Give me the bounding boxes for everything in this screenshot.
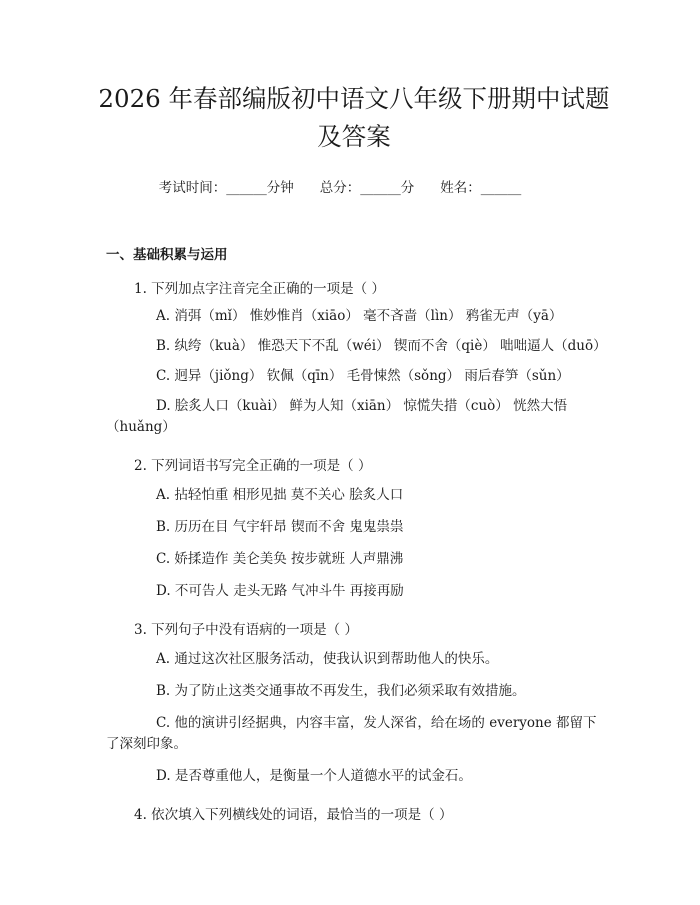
page-title: 2026 年春部编版初中语文八年级下册期中试题及答案 xyxy=(98,84,610,151)
question-1-stem: 1. 下列加点字注音完全正确的一项是（ ） xyxy=(134,281,385,297)
exam-meta xyxy=(78,176,602,196)
question-3-option-d: D. 是否尊重他人，是衡量一个人道德水平的试金石。 xyxy=(156,768,472,784)
total-score-label: 总分：______分 xyxy=(319,180,415,196)
question-1-option-c: C. 迥异（jiǒng） 钦佩（qīn） 毛骨悚然（sǒng） 雨后春笋（sǔn） xyxy=(156,368,570,384)
question-2-option-b: B. 历历在目 气宇轩昂 锲而不舍 鬼鬼祟祟 xyxy=(156,519,404,535)
question-3-stem: 3. 下列句子中没有语病的一项是（ ） xyxy=(134,622,358,638)
question-1-option-a: A. 消弭（mǐ） 惟妙惟肖（xiāo） 毫不吝啬（lìn） 鸦雀无声（yā） xyxy=(156,308,563,324)
question-1-option-b: B. 纨绔（kuà） 惟恐天下不乱（wéi） 锲而不舍（qiè） 咄咄逼人（duō） xyxy=(156,338,607,354)
question-2-stem: 2. 下列词语书写完全正确的一项是（ ） xyxy=(134,458,372,474)
question-3-option-c: C. 他的演讲引经据典，内容丰富，发人深省，给在场的 everyone 都留下了深刻印象。 xyxy=(106,715,597,752)
section-heading: 一、基础积累与运用 xyxy=(106,247,228,263)
question-3-option-a: A. 通过这次社区服务活动，使我认识到帮助他人的快乐。 xyxy=(156,651,499,667)
student-name-label: 姓名：______ xyxy=(440,180,522,196)
question-3-option-b: B. 为了防止这类交通事故不再发生，我们必须采取有效措施。 xyxy=(156,683,526,699)
exam-time-label: 考试时间：______分钟 xyxy=(158,180,294,196)
question-4-stem: 4. 依次填入下列横线处的词语，最恰当的一项是（ ） xyxy=(134,807,453,823)
question-1-option-d: D. 脍炙人口（kuài） 鲜为人知（xiān） 惊慌失措（cuò） 恍然大悟（huǎng） xyxy=(106,398,568,435)
question-2-option-c: C. 娇揉造作 美仑美奂 按步就班 人声鼎沸 xyxy=(156,551,404,567)
question-2-option-d: D. 不可告人 走头无路 气冲斗牛 再接再励 xyxy=(156,583,404,599)
question-2-option-a: A. 拈轻怕重 相形见拙 莫不关心 脍炙人口 xyxy=(156,487,404,503)
